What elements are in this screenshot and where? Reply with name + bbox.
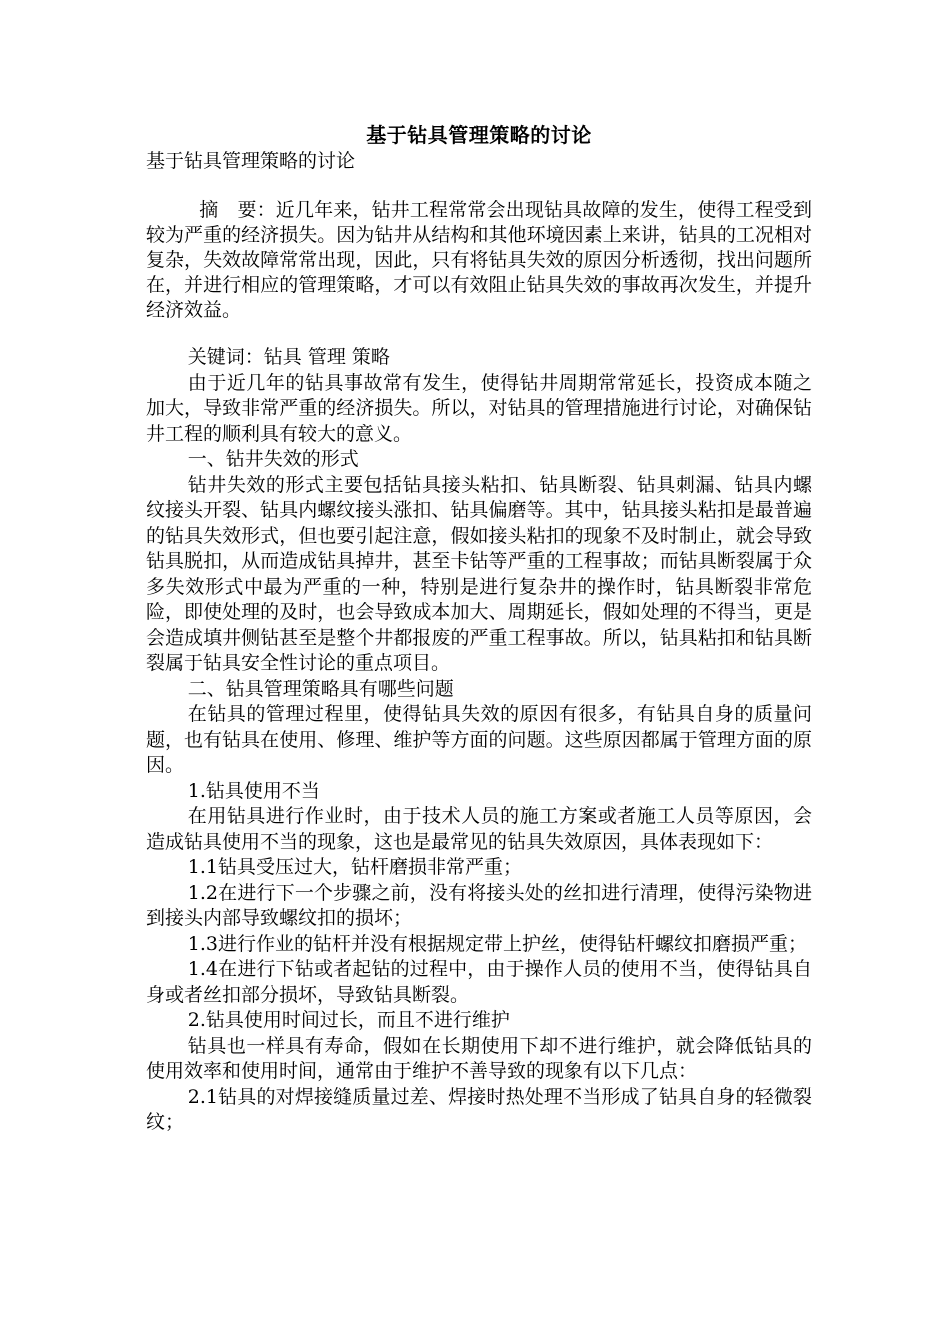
body-paragraph: 在钻具的管理过程里，使得钻具失效的原因有很多，有钻具自身的质量问题，也有钻具在使用、修理、维护等方面的问题。这些原因都属于管理方面的原因。 [146, 703, 812, 776]
keywords-line: 关键词：钻具 管理 策略 [187, 346, 390, 368]
spacer [146, 174, 812, 198]
document-page [146, 122, 812, 1136]
list-item: 2.1钻具的对焊接缝质量过差、焊接时热处理不当形成了钻具自身的轻微裂纹； [146, 1085, 812, 1133]
section-heading: 一、钻井失效的形式 [187, 448, 359, 470]
list-item: 1.2在进行下一个步骤之前，没有将接头处的丝扣进行清理，使得污染物进到接头内部导致螺纹扣的损坏； [146, 881, 812, 929]
body-paragraph: 钻具也一样具有寿命，假如在长期使用下却不进行维护，就会降低钻具的使用效率和使用时间，通常由于维护不善导致的现象有以下几点： [146, 1034, 812, 1082]
list-item: 1.1钻具受压过大，钻杆磨损非常严重； [187, 856, 523, 878]
document-title: 基于钻具管理策略的讨论 [366, 123, 592, 147]
list-item: 1.3进行作业的钻杆并没有根据规定带上护丝，使得钻杆螺纹扣磨损严重； [187, 932, 808, 955]
subsection-heading: 2.钻具使用时间过长，而且不进行维护 [187, 1009, 510, 1031]
document-subtitle: 基于钻具管理策略的讨论 [146, 150, 356, 172]
list-item: 1.4在进行下钻或者起钻的过程中，由于操作人员的使用不当，使得钻具自身或者丝扣部分损坏，导致钻具断裂。 [146, 958, 812, 1006]
section-heading: 二、钻具管理策略具有哪些问题 [187, 677, 454, 700]
spacer [146, 323, 812, 345]
subsection-heading: 1.钻具使用不当 [187, 779, 320, 802]
body-paragraph: 在用钻具进行作业时，由于技术人员的施工方案或者施工人员等原因，会造成钻具使用不当的现象，这也是最常见的钻具失效原因，具体表现如下： [146, 805, 812, 853]
body-paragraph: 由于近几年的钻具事故常有发生，使得钻井周期常常延长，投资成本随之加大，导致非常严重的经济损失。所以，对钻具的管理措施进行讨论，对确保钻井工程的顺利具有较大的意义。 [146, 371, 812, 445]
body-paragraph: 钻井失效的形式主要包括钻具接头粘扣、钻具断裂、钻具刺漏、钻具内螺纹接头开裂、钻具内螺纹接头涨扣、钻具偏磨等。其中，钻具接头粘扣是最普遍的钻具失效形式，但也要引起注意，假如接头粘扣的现象不及时制止，就会导致钻具脱扣，从而造成钻具掉井，甚至卡钻等严重的工程事故；而钻具断裂属于众多失效形式中最为严重的一种，特别是进行复杂井的操作时，钻具断裂非常危险，即使处理的及时，也会导致成本加大、周期延长，假如处理的不得当，更是会造成填井侧钻甚至是整个井都报废的严重工程事故。所以，钻具粘扣和钻具断裂属于钻具安全性讨论的重点项目。 [146, 473, 812, 674]
abstract-paragraph: 摘 要：近几年来，钻井工程常常会出现钻具故障的发生，使得工程受到较为严重的经济损失。因为钻井从结构和其他环境因素上来讲，钻具的工况相对复杂，失效故障常常出现，因此，只有将钻具失效的原因分析透彻，找出问题所在，并进行相应的管理策略，才可以有效阻止钻具失效的事故再次发生，并提升经济效益。 [146, 199, 812, 321]
